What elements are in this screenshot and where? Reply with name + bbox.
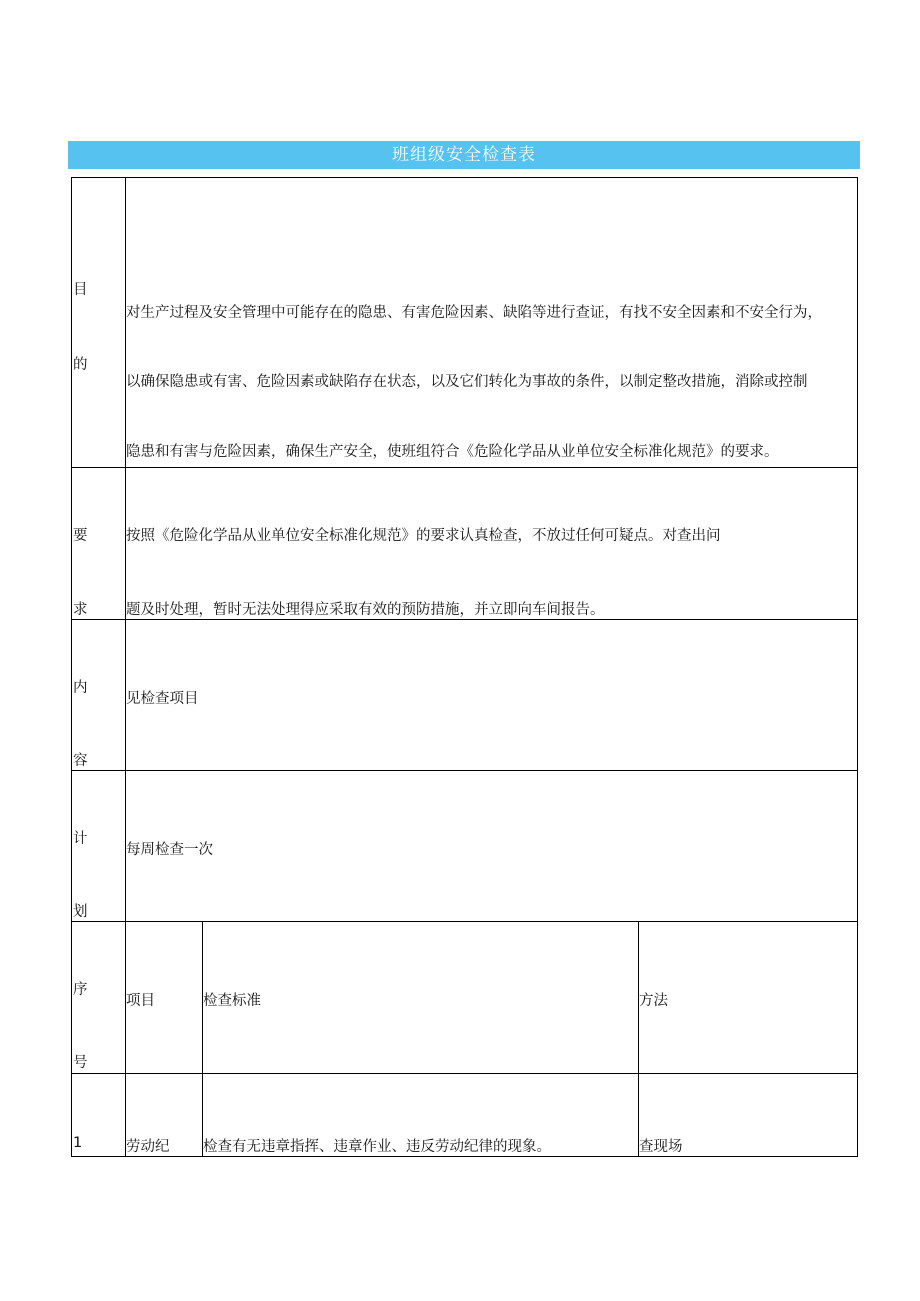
header-method: 方法 [639, 993, 668, 1009]
plan-label-1: 计 [73, 831, 88, 847]
row-1-no-cell [71, 1073, 126, 1157]
purpose-text-cell [125, 177, 858, 468]
row-1-method-cell [638, 1073, 858, 1157]
content-label-2: 容 [73, 753, 88, 769]
requirement-line-2: 题及时处理，暂时无法处理得应采取有效的预防措施，并立即向车间报告。 [126, 602, 605, 618]
purpose-line-1: 对生产过程及安全管理中可能存在的隐患、有害危险因素、缺陷等进行查证，有找不安全因素和不安全行为， [126, 305, 822, 321]
header-no-2: 号 [73, 1055, 88, 1071]
row-1-item: 劳动纪 [126, 1139, 170, 1155]
content-text: 见检查项目 [126, 691, 199, 707]
row-1-no: 1 [73, 1135, 83, 1151]
requirement-label-2: 求 [73, 602, 88, 618]
header-item-cell [125, 921, 203, 1074]
header-standard-cell [202, 921, 639, 1074]
requirement-text-cell [125, 467, 858, 620]
page-title: 班组级安全检查表 [68, 141, 860, 169]
content-text-cell [125, 619, 858, 771]
header-method-cell [638, 921, 858, 1074]
row-1-item-cell [125, 1073, 203, 1157]
purpose-label-cell [71, 177, 126, 468]
plan-label-cell [71, 770, 126, 922]
purpose-line-2: 以确保隐患或有害、危险因素或缺陷存在状态，以及它们转化为事故的条件，以制定整改措施，消除或控制 [126, 374, 808, 390]
requirement-line-1: 按照《危险化学品从业单位安全标准化规范》的要求认真检查，不放过任何可疑点。对查出问 [126, 528, 721, 544]
content-label-1: 内 [73, 680, 88, 696]
plan-text-cell [125, 770, 858, 922]
content-label-cell [71, 619, 126, 771]
header-standard: 检查标准 [203, 993, 261, 1009]
header-no-1: 序 [73, 982, 88, 998]
requirement-label-cell [71, 467, 126, 620]
purpose-label-2: 的 [73, 357, 88, 373]
row-1-method: 查现场 [639, 1139, 683, 1155]
row-1-standard: 检查有无违章指挥、违章作业、违反劳动纪律的现象。 [203, 1139, 551, 1155]
plan-text: 每周检查一次 [126, 842, 213, 858]
plan-label-2: 划 [73, 904, 88, 920]
row-1-standard-cell [202, 1073, 639, 1157]
header-no-cell [71, 921, 126, 1074]
purpose-label-1: 目 [73, 282, 88, 298]
header-item: 项目 [126, 993, 155, 1009]
requirement-label-1: 要 [73, 528, 88, 544]
purpose-line-3: 隐患和有害与危险因素，确保生产安全，使班组符合《危险化学品从业单位安全标准化规范》的要求。 [126, 444, 779, 460]
